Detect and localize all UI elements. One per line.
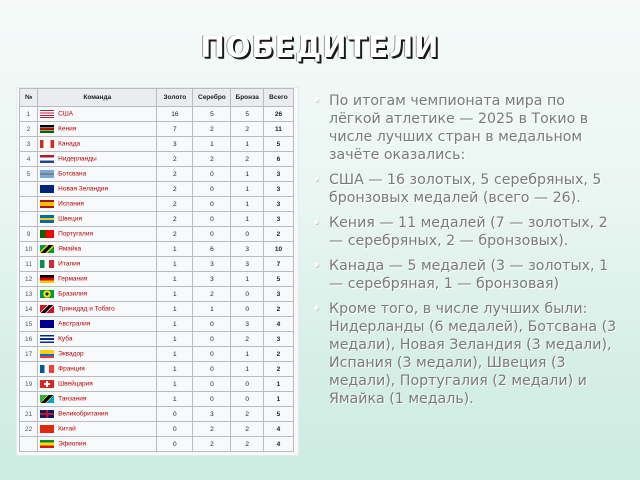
silver-cell: 0: [193, 362, 231, 377]
bronze-cell: 5: [231, 107, 263, 122]
bronze-cell: 3: [231, 317, 263, 332]
gold-cell: 16: [157, 107, 193, 122]
slide-title: ПОБЕДИТЕЛИ: [200, 30, 440, 64]
rank-cell: 19: [20, 377, 38, 392]
team-name-link[interactable]: Эквадор: [58, 350, 84, 358]
silver-cell: 0: [193, 377, 231, 392]
bullet-text: По итогам чемпионата мира по лёгкой атлетике — 2025 в Токио в числе лучших стран в медальном зачёте оказались:: [329, 93, 589, 163]
table-row: [20, 107, 294, 122]
flag-sweden-icon: [40, 215, 54, 223]
silver-cell: 0: [193, 197, 231, 212]
total-cell: 5: [263, 407, 293, 422]
gold-cell: 1: [157, 317, 193, 332]
total-cell: 1: [263, 392, 293, 407]
gold-cell: 1: [157, 242, 193, 257]
silver-cell: 0: [193, 347, 231, 362]
gold-cell: 2: [157, 167, 193, 182]
total-cell: 4: [263, 317, 293, 332]
team-name-link[interactable]: Новая Зеландия: [58, 185, 109, 193]
medal-table: [19, 88, 294, 452]
flag-ecuador-icon: [40, 350, 54, 358]
bullet-text: Кроме того, в числе лучших были: Нидерланды (6 медалей), Ботсвана (3 медали), Новая Зеландия (3 медали), Испания (3 медали), Швеция (3 медали), Португалия (2 медали) и Ямайка (1 медаль).: [329, 301, 617, 407]
gold-cell: 2: [157, 152, 193, 167]
bullet-icon: •: [312, 215, 321, 231]
bronze-cell: 0: [231, 392, 263, 407]
table-row: [20, 437, 294, 452]
bronze-cell: 1: [231, 182, 263, 197]
team-name-link[interactable]: Франция: [58, 365, 85, 373]
team-cell[interactable]: [38, 422, 157, 437]
table-row: [20, 422, 294, 437]
flag-canada-icon: [40, 140, 54, 148]
table-row: [20, 347, 294, 362]
table-row: [20, 272, 294, 287]
rank-cell: 16: [20, 332, 38, 347]
gold-cell: 2: [157, 212, 193, 227]
table-row: [20, 122, 294, 137]
flag-usa-icon: [40, 110, 54, 118]
bullet-icon: •: [312, 172, 321, 188]
flag-australia-icon: [40, 320, 54, 328]
slide-body: [312, 92, 617, 415]
bronze-cell: 3: [231, 257, 263, 272]
team-cell[interactable]: [38, 392, 157, 407]
gold-cell: 1: [157, 287, 193, 302]
bullet-item-usa: [312, 171, 617, 207]
bullet-icon: •: [312, 301, 321, 317]
flag-netherlands-icon: [40, 155, 54, 163]
silver-cell: 0: [193, 392, 231, 407]
team-name-link[interactable]: Германия: [58, 275, 88, 283]
rank-cell: 13: [20, 287, 38, 302]
rank-cell: [20, 182, 38, 197]
table-row: [20, 152, 294, 167]
rank-cell: 10: [20, 242, 38, 257]
medal-table-image: [17, 88, 298, 455]
gold-cell: 0: [157, 422, 193, 437]
gold-cell: 1: [157, 272, 193, 287]
team-cell[interactable]: [38, 407, 157, 422]
team-name-link[interactable]: Ботсвана: [58, 170, 87, 178]
table-row: [20, 317, 294, 332]
flag-uk-icon: [40, 410, 54, 418]
team-cell[interactable]: [38, 122, 157, 137]
flag-ethiopia-icon: [40, 440, 54, 448]
table-row: [20, 302, 294, 317]
rank-cell: 11: [20, 257, 38, 272]
team-name-link[interactable]: Китай: [58, 425, 76, 433]
gold-cell: 2: [157, 182, 193, 197]
total-cell: 3: [263, 287, 293, 302]
team-name-link[interactable]: Нидерланды: [58, 155, 97, 163]
gold-cell: 1: [157, 362, 193, 377]
total-cell: 4: [263, 437, 293, 452]
team-name-link[interactable]: Бразилия: [58, 290, 88, 298]
silver-cell: 3: [193, 407, 231, 422]
team-name-link[interactable]: Тринидад и Тобаго: [58, 305, 115, 313]
total-cell: 3: [263, 182, 293, 197]
flag-botswana-icon: [40, 170, 54, 178]
team-cell[interactable]: [38, 287, 157, 302]
rank-cell: 4: [20, 152, 38, 167]
bullet-text: Кения — 11 медалей (7 — золотых, 2 — серебряных, 2 — бронзовых).: [329, 215, 608, 249]
total-cell: 1: [263, 377, 293, 392]
table-row: [20, 287, 294, 302]
rank-cell: [20, 362, 38, 377]
rank-cell: 5: [20, 167, 38, 182]
silver-cell: 2: [193, 152, 231, 167]
total-cell: 5: [263, 137, 293, 152]
silver-cell: 2: [193, 437, 231, 452]
table-row: [20, 137, 294, 152]
total-cell: 2: [263, 362, 293, 377]
total-cell: 3: [263, 197, 293, 212]
table-row: [20, 167, 294, 182]
silver-cell: 1: [193, 137, 231, 152]
total-cell: 7: [263, 257, 293, 272]
bullet-icon: •: [312, 93, 321, 109]
bronze-cell: 0: [231, 287, 263, 302]
flag-france-icon: [40, 365, 54, 373]
gold-cell: 1: [157, 332, 193, 347]
bronze-cell: 2: [231, 437, 263, 452]
rank-cell: [20, 392, 38, 407]
gold-cell: 1: [157, 257, 193, 272]
total-cell: 2: [263, 227, 293, 242]
rank-cell: 22: [20, 422, 38, 437]
team-cell[interactable]: [38, 317, 157, 332]
rank-cell: 1: [20, 107, 38, 122]
flag-switzerland-icon: [40, 380, 54, 388]
rank-cell: 15: [20, 317, 38, 332]
bronze-cell: 0: [231, 377, 263, 392]
table-row: [20, 212, 294, 227]
bronze-cell: 2: [231, 407, 263, 422]
silver-cell: 3: [193, 272, 231, 287]
header-total: Всего: [263, 89, 293, 107]
bullet-item-canada: [312, 257, 617, 293]
team-cell[interactable]: [38, 437, 157, 452]
team-name-link[interactable]: Португалия: [58, 230, 93, 238]
silver-cell: 3: [193, 257, 231, 272]
bronze-cell: 1: [231, 362, 263, 377]
silver-cell: 6: [193, 242, 231, 257]
table-row: [20, 182, 294, 197]
silver-cell: 0: [193, 167, 231, 182]
bronze-cell: 1: [231, 212, 263, 227]
bronze-cell: 1: [231, 197, 263, 212]
total-cell: 11: [263, 122, 293, 137]
flag-tanzania-icon: [40, 395, 54, 403]
team-name-link[interactable]: Кения: [58, 125, 77, 133]
flag-spain-icon: [40, 200, 54, 208]
bullet-item-intro: [312, 92, 617, 164]
header-gold: Золото: [157, 89, 193, 107]
rank-cell: 21: [20, 407, 38, 422]
flag-cuba-icon: [40, 335, 54, 343]
team-name-link[interactable]: Швейцария: [58, 380, 93, 388]
table-row: [20, 242, 294, 257]
flag-kenya-icon: [40, 125, 54, 133]
bullet-text: США — 16 золотых, 5 серебряных, 5 бронзовых медалей (всего — 26).: [329, 172, 602, 206]
bullet-item-kenya: [312, 214, 617, 250]
gold-cell: 2: [157, 197, 193, 212]
flag-trinidad-icon: [40, 305, 54, 313]
gold-cell: 1: [157, 347, 193, 362]
team-cell[interactable]: [38, 167, 157, 182]
silver-cell: 2: [193, 122, 231, 137]
bronze-cell: 1: [231, 137, 263, 152]
team-cell[interactable]: [38, 137, 157, 152]
total-cell: 2: [263, 302, 293, 317]
silver-cell: 0: [193, 182, 231, 197]
gold-cell: 1: [157, 377, 193, 392]
flag-germany-icon: [40, 275, 54, 283]
bronze-cell: 1: [231, 347, 263, 362]
table-row: [20, 407, 294, 422]
header-team: Команда: [38, 89, 157, 107]
table-row: [20, 197, 294, 212]
team-cell[interactable]: [38, 332, 157, 347]
team-cell[interactable]: [38, 302, 157, 317]
bullet-item-others: [312, 300, 617, 408]
team-name-link[interactable]: Куба: [58, 335, 73, 343]
bronze-cell: 1: [231, 272, 263, 287]
team-name-link[interactable]: Австралия: [58, 320, 91, 328]
rank-cell: 14: [20, 302, 38, 317]
bronze-cell: 2: [231, 152, 263, 167]
bullet-icon: •: [312, 258, 321, 274]
rank-cell: [20, 197, 38, 212]
table-row: [20, 257, 294, 272]
header-bronze: Бронза: [231, 89, 263, 107]
silver-cell: 2: [193, 422, 231, 437]
flag-new-zealand-icon: [40, 185, 54, 193]
gold-cell: 0: [157, 407, 193, 422]
gold-cell: 1: [157, 392, 193, 407]
team-cell[interactable]: [38, 242, 157, 257]
silver-cell: 5: [193, 107, 231, 122]
rank-cell: 17: [20, 347, 38, 362]
silver-cell: 0: [193, 317, 231, 332]
table-row: [20, 332, 294, 347]
bronze-cell: 2: [231, 332, 263, 347]
total-cell: 2: [263, 347, 293, 362]
rank-cell: 12: [20, 272, 38, 287]
total-cell: 26: [263, 107, 293, 122]
table-header-row: [20, 89, 294, 107]
total-cell: 3: [263, 332, 293, 347]
table-row: [20, 227, 294, 242]
rank-cell: [20, 212, 38, 227]
bronze-cell: 1: [231, 167, 263, 182]
gold-cell: 3: [157, 137, 193, 152]
team-cell[interactable]: [38, 227, 157, 242]
bronze-cell: 0: [231, 227, 263, 242]
silver-cell: 0: [193, 212, 231, 227]
gold-cell: 2: [157, 227, 193, 242]
team-name-link[interactable]: Швеция: [58, 215, 82, 223]
team-name-link[interactable]: США: [58, 110, 74, 118]
bronze-cell: 2: [231, 422, 263, 437]
rank-cell: 2: [20, 122, 38, 137]
total-cell: 6: [263, 152, 293, 167]
team-cell[interactable]: [38, 272, 157, 287]
team-cell[interactable]: [38, 212, 157, 227]
rank-cell: 9: [20, 227, 38, 242]
team-name-link[interactable]: Италия: [58, 260, 81, 268]
bronze-cell: 3: [231, 242, 263, 257]
team-cell[interactable]: [38, 377, 157, 392]
silver-cell: 1: [193, 302, 231, 317]
team-cell[interactable]: [38, 182, 157, 197]
bronze-cell: 2: [231, 122, 263, 137]
team-cell[interactable]: [38, 362, 157, 377]
header-rank: №: [20, 89, 38, 107]
team-cell[interactable]: [38, 347, 157, 362]
bullet-text: Канада — 5 медалей (3 — золотых, 1 — серебряная, 1 — бронзовая): [329, 258, 609, 292]
team-name-link[interactable]: Испания: [58, 200, 84, 208]
team-name-link[interactable]: Великобритания: [58, 410, 109, 418]
flag-jamaica-icon: [40, 245, 54, 253]
total-cell: 3: [263, 212, 293, 227]
team-cell[interactable]: [38, 257, 157, 272]
table-row: [20, 362, 294, 377]
table-row: [20, 392, 294, 407]
total-cell: 3: [263, 167, 293, 182]
table-row: [20, 377, 294, 392]
total-cell: 4: [263, 422, 293, 437]
gold-cell: 7: [157, 122, 193, 137]
gold-cell: 1: [157, 302, 193, 317]
team-name-link[interactable]: Эфиопия: [58, 440, 87, 448]
header-silver: Серебро: [193, 89, 231, 107]
team-cell[interactable]: [38, 107, 157, 122]
flag-italy-icon: [40, 260, 54, 268]
silver-cell: 2: [193, 287, 231, 302]
bullet-list: [312, 92, 617, 408]
team-cell[interactable]: [38, 197, 157, 212]
rank-cell: 3: [20, 137, 38, 152]
flag-brazil-icon: [40, 290, 54, 298]
gold-cell: 0: [157, 437, 193, 452]
team-name-link[interactable]: Канада: [58, 140, 81, 148]
flag-portugal-icon: [40, 230, 54, 238]
flag-china-icon: [40, 425, 54, 433]
silver-cell: 0: [193, 332, 231, 347]
rank-cell: [20, 437, 38, 452]
team-cell[interactable]: [38, 152, 157, 167]
bronze-cell: 0: [231, 302, 263, 317]
team-name-link[interactable]: Ямайка: [58, 245, 82, 253]
team-name-link[interactable]: Танзания: [58, 395, 87, 403]
total-cell: 10: [263, 242, 293, 257]
silver-cell: 0: [193, 227, 231, 242]
total-cell: 5: [263, 272, 293, 287]
